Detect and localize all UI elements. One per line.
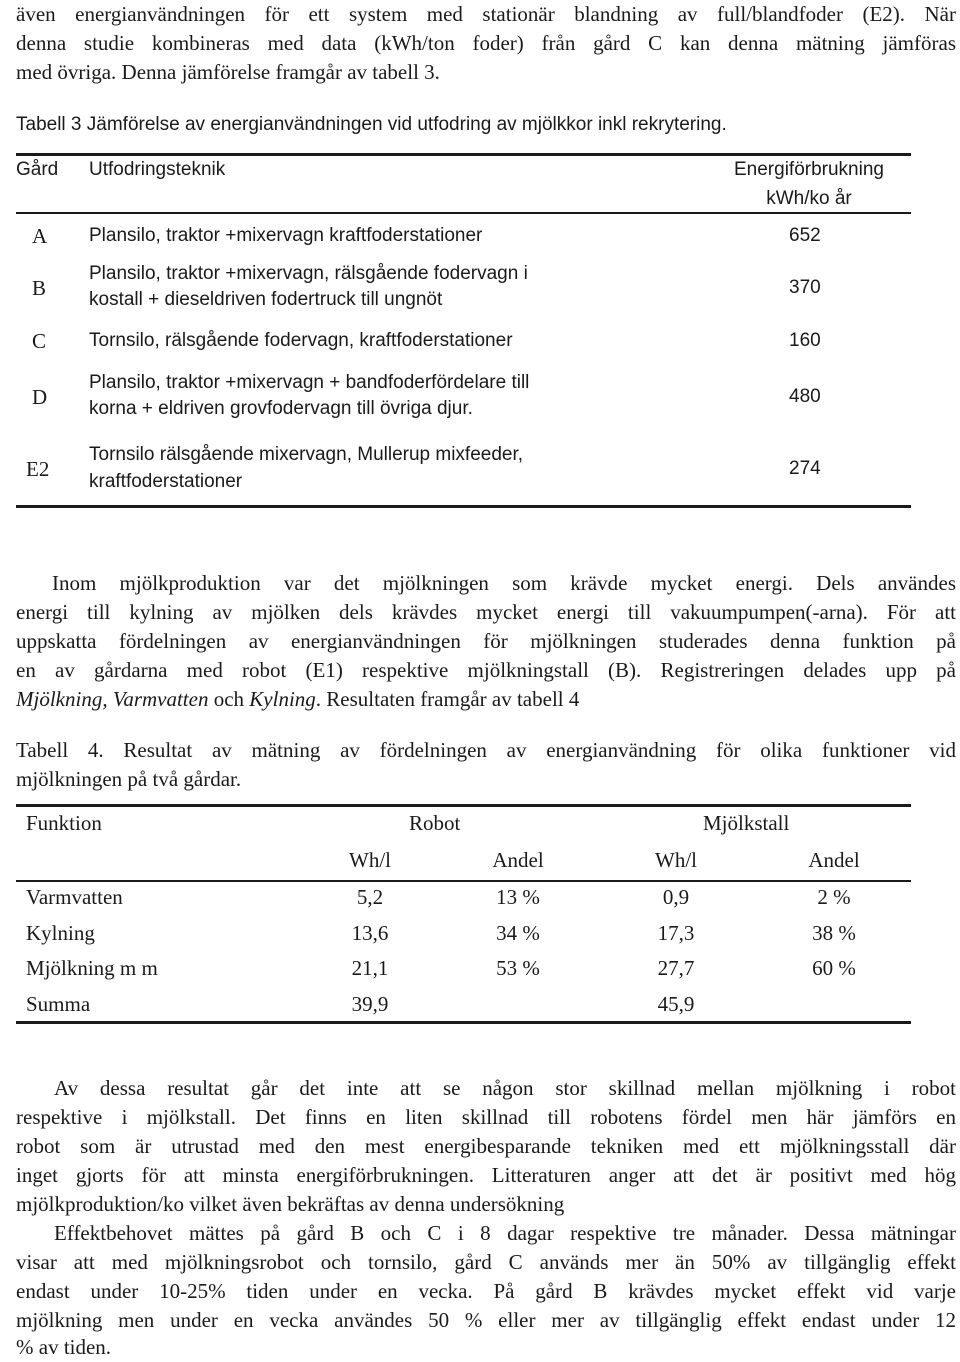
text-line: Tabell 4. Resultat av mätning av fördelningen av energianvändning för olika funktioner vid <box>16 738 956 762</box>
text-line: Inom mjölkproduktion var det mjölkningen som krävde mycket energi. Dels användes <box>52 571 956 595</box>
table4-row-robot-wh: 39,9 <box>351 992 389 1016</box>
table4-header-stall-share: Andel <box>808 848 860 872</box>
table3-row-farm: D <box>32 385 48 409</box>
table4-header-robot: Robot <box>409 811 461 835</box>
table3-row-technique: Plansilo, traktor +mixervagn, rälsgående fodervagn i <box>89 263 528 284</box>
table3-row-value: 160 <box>789 330 821 351</box>
text-line: denna studie kombineras med data (kWh/ton foder) från gård C kan denna mätning jämföras <box>16 31 956 55</box>
table3-row-farm: A <box>32 224 48 248</box>
table3-row-technique: kraftfoderstationer <box>89 471 243 492</box>
table4-row-robot-share: 34 % <box>496 921 540 945</box>
table4-row-robot-wh: 21,1 <box>351 956 389 980</box>
text-line: mjölkproduktion/ko vilket även bekräftas av denna undersökning <box>16 1192 565 1216</box>
table3-row-farm: C <box>32 329 47 353</box>
table4-row-stall-wh: 45,9 <box>657 992 695 1016</box>
table4-row-stall-share: 2 % <box>817 885 851 909</box>
text-line: energi till kylning av mjölken dels krävdes mycket energi till vakuumpumpen(-arna). För att <box>16 600 956 624</box>
table3-row-value: 480 <box>789 386 821 407</box>
table4-header-robot-share: Andel <box>492 848 544 872</box>
table3-row-technique: kostall + dieseldriven fodertruck till ungnöt <box>89 289 443 310</box>
table4-header-robot-wh: Wh/l <box>349 848 391 872</box>
table3-header-energy: Energiförbrukning <box>734 159 884 180</box>
table4-header-stall: Mjölkstall <box>703 811 790 835</box>
table4-row-stall-wh: 17,3 <box>657 921 695 945</box>
table4-row-function: Mjölkning m m <box>26 956 158 980</box>
table3-row-technique: Plansilo, traktor +mixervagn + bandfoderfördelare till <box>89 372 530 393</box>
table3-row-technique: Plansilo, traktor +mixervagn kraftfoderstationer <box>89 225 483 246</box>
table4-row-stall-wh: 27,7 <box>657 956 695 980</box>
italic-terms: Mjölkning, Varmvatten <box>16 687 209 711</box>
table3-row-technique: korna + eldriven grovfodervagn till övriga djur. <box>89 398 473 419</box>
table4-bottom-rule <box>16 1021 911 1024</box>
table4-header-function: Funktion <box>26 811 102 835</box>
table3-row-value: 652 <box>789 225 821 246</box>
table4-row-stall-share: 60 % <box>812 956 856 980</box>
table4-row-stall-share: 38 % <box>812 921 856 945</box>
text-line <box>16 685 579 714</box>
table4-row-robot-share: 13 % <box>496 885 540 909</box>
table3-row-farm: E2 <box>26 457 50 481</box>
text-line: respektive i mjölkstall. Det finns en liten skillnad till robotens fördel men här jämförs en <box>16 1105 956 1129</box>
italic-term: Kylning <box>249 687 316 711</box>
table3-bottom-rule <box>16 505 911 508</box>
table3-header-rule <box>16 212 911 214</box>
text-line: visar att med mjölkningsrobot och tornsilo, gård C används mer än 50% av tillgänglig effekt <box>16 1250 956 1274</box>
text-line: uppskatta fördelningen av energianvändningen för mjölkningen studerades denna funktion på <box>16 629 956 653</box>
table4-header-rule <box>16 880 911 882</box>
table4-row-robot-wh: 13,6 <box>351 921 389 945</box>
text-span: . Resultaten framgår av tabell 4 <box>315 687 580 711</box>
table4-row-function: Kylning <box>26 921 95 945</box>
text-line: mjölkning men under en vecka användes 50 % eller mer av tillgänglig effekt endast under 12 <box>16 1308 956 1332</box>
text-line: även energianvändningen för ett system med stationär blandning av full/blandfoder (E2). När <box>16 2 956 26</box>
text-line: Av dessa resultat går det inte att se någon stor skillnad mellan mjölkning i robot <box>54 1076 956 1100</box>
text-line: mjölkningen på två gårdar. <box>16 767 242 791</box>
table3-row-technique: Tornsilo rälsgående mixervagn, Mullerup mixfeeder, <box>89 444 524 465</box>
table3-header-technique: Utfodringsteknik <box>89 159 226 180</box>
table3-header-farm: Gård <box>16 159 59 180</box>
table3-row-value: 370 <box>789 277 821 298</box>
text-line: inget gjorts för att minsta energiförbrukningen. Litteraturen anger att det är positivt med hög <box>16 1163 956 1187</box>
table3-row-technique: Tornsilo, rälsgående fodervagn, kraftfoderstationer <box>89 330 513 351</box>
table4-row-function: Summa <box>26 992 91 1016</box>
text-line: endast under 10-25% tiden under en vecka. På gård B krävdes mycket effekt vid varje <box>16 1279 956 1303</box>
table4-row-stall-wh: 0,9 <box>662 885 690 909</box>
table4-row-function: Varmvatten <box>26 885 123 909</box>
text-line: robot som är utrustad med den mest energibesparande tekniken med ett mjölkningsstall där <box>16 1134 956 1158</box>
table4-row-robot-wh: 5,2 <box>356 885 384 909</box>
table3-header-energy-unit: kWh/ko år <box>766 188 852 209</box>
text-span: och <box>208 687 250 711</box>
text-line: en av gårdarna med robot (E1) respektive mjölkningstall (B). Registreringen delades upp på <box>16 658 956 682</box>
table4-row-robot-share: 53 % <box>496 956 540 980</box>
table3-row-farm: B <box>32 276 47 300</box>
table4-header-stall-wh: Wh/l <box>655 848 697 872</box>
text-line: Effektbehovet mättes på gård B och C i 8 dagar respektive tre månader. Dessa mätningar <box>54 1221 956 1245</box>
table4-top-rule <box>16 804 911 807</box>
table3-caption: Tabell 3 Jämförelse av energianvändningen vid utfodring av mjölkkor inkl rekrytering. <box>16 114 727 135</box>
text-line: % av tiden. <box>16 1335 112 1359</box>
table3-row-value: 274 <box>789 458 821 479</box>
text-line: med övriga. Denna jämförelse framgår av tabell 3. <box>16 60 440 84</box>
